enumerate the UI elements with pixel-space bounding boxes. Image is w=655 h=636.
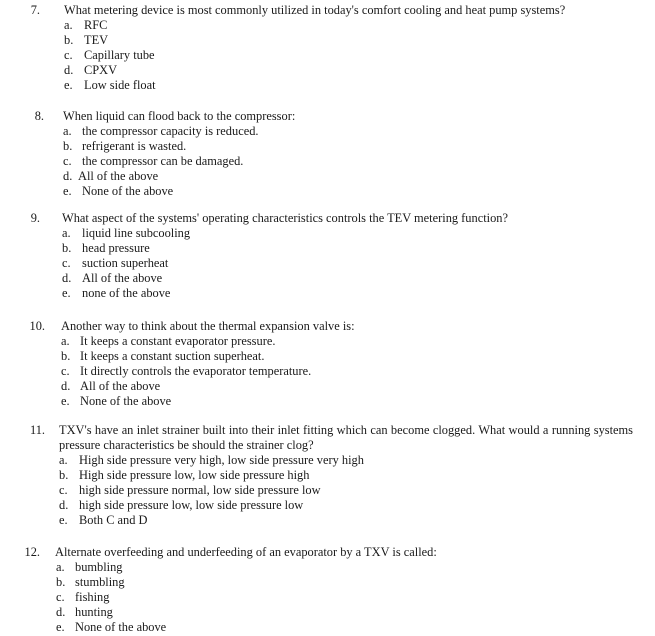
option-b [0, 241, 655, 256]
option-text: TEV [84, 33, 109, 47]
option-text: Low side float [84, 78, 156, 92]
option-text: CPXV [84, 63, 118, 77]
option-text: All of the above [82, 271, 163, 285]
option-letter: b. [62, 241, 72, 255]
option-b [0, 468, 655, 483]
option-b [0, 139, 655, 154]
option-letter: a. [64, 18, 73, 32]
option-text: It keeps a constant evaporator pressure. [80, 334, 276, 348]
option-letter: e. [61, 394, 70, 408]
option-text: It keeps a constant suction superheat. [80, 349, 265, 363]
option-a [0, 18, 655, 33]
option-a [0, 124, 655, 139]
option-text: stumbling [75, 575, 125, 589]
option-letter: b. [63, 139, 73, 153]
question-number: 11. [29, 423, 45, 437]
question-7 [0, 3, 655, 93]
option-d [0, 605, 655, 620]
option-letter: c. [56, 590, 65, 604]
answer-options [0, 453, 655, 528]
option-a [0, 226, 655, 241]
answer-options [0, 226, 655, 301]
answer-options [0, 560, 655, 635]
option-d [0, 63, 655, 78]
question-text: What metering device is most commonly utilized in today's comfort cooling and heat pump systems? [64, 3, 566, 17]
option-c [0, 364, 655, 379]
option-letter: a. [62, 226, 71, 240]
question-8 [0, 109, 655, 199]
option-text: none of the above [82, 286, 171, 300]
question-text: When liquid can flood back to the compressor: [63, 109, 296, 123]
option-letter: e. [62, 286, 71, 300]
option-letter: e. [56, 620, 65, 634]
option-a [0, 560, 655, 575]
option-b [0, 349, 655, 364]
question-number: 12. [24, 545, 40, 559]
option-d [0, 498, 655, 513]
option-text: refrigerant is wasted. [82, 139, 187, 153]
question-9 [0, 211, 655, 301]
option-e [0, 513, 655, 528]
option-c [0, 590, 655, 605]
question-number: 7. [30, 3, 40, 17]
option-text: bumbling [75, 560, 123, 574]
question-text: TXV's have an inlet strainer built into their inlet fitting which can become clogged. What would a running systems pressure characteristics be should the strainer clog? [59, 423, 633, 452]
option-letter: d. [62, 271, 72, 285]
option-c [0, 483, 655, 498]
answer-options [0, 334, 655, 409]
option-text: High side pressure very high, low side pressure very high [79, 453, 364, 467]
option-c [0, 48, 655, 63]
option-text: high side pressure normal, low side pressure low [79, 483, 321, 497]
option-e [0, 394, 655, 409]
option-letter: d. [59, 498, 69, 512]
question-number: 9. [30, 211, 40, 225]
option-e [0, 620, 655, 635]
option-letter: a. [59, 453, 68, 467]
option-d [0, 271, 655, 286]
option-letter: b. [61, 349, 71, 363]
option-letter: d. [61, 379, 71, 393]
option-letter: e. [64, 78, 73, 92]
option-letter: a. [63, 124, 72, 138]
option-text: liquid line subcooling [82, 226, 191, 240]
option-c [0, 154, 655, 169]
option-c [0, 256, 655, 271]
option-letter: c. [62, 256, 71, 270]
option-letter: c. [63, 154, 72, 168]
option-text: fishing [75, 590, 110, 604]
option-text: suction superheat [82, 256, 169, 270]
option-letter: a. [56, 560, 65, 574]
option-text: None of the above [82, 184, 174, 198]
option-a [0, 453, 655, 468]
option-text: It directly controls the evaporator temperature. [80, 364, 312, 378]
answer-options [0, 124, 655, 199]
option-letter: c. [61, 364, 70, 378]
question-text: What aspect of the systems' operating characteristics controls the TEV metering function? [62, 211, 508, 225]
question-number: 8. [34, 109, 44, 123]
option-letter: e. [59, 513, 68, 527]
question-10 [0, 319, 655, 409]
option-d [0, 169, 655, 184]
option-d [0, 379, 655, 394]
option-text: None of the above [75, 620, 167, 634]
option-letter: b. [56, 575, 66, 589]
question-11 [0, 423, 655, 528]
option-text: Capillary tube [84, 48, 155, 62]
question-text: Another way to think about the thermal expansion valve is: [61, 319, 355, 333]
option-letter: e. [63, 184, 72, 198]
option-letter: c. [59, 483, 68, 497]
option-e [0, 184, 655, 199]
question-12 [0, 545, 655, 635]
option-text: high side pressure low, low side pressure low [79, 498, 304, 512]
option-letter: a. [61, 334, 70, 348]
option-text: All of the above [78, 169, 159, 183]
option-text: None of the above [80, 394, 172, 408]
option-letter: d. [64, 63, 74, 77]
option-letter: b. [64, 33, 74, 47]
option-text: the compressor capacity is reduced. [82, 124, 259, 138]
option-letter: d. [56, 605, 66, 619]
option-text: Both C and D [79, 513, 148, 527]
option-text: All of the above [80, 379, 161, 393]
option-text: the compressor can be damaged. [82, 154, 244, 168]
question-number: 10. [29, 319, 45, 333]
option-b [0, 575, 655, 590]
option-a [0, 334, 655, 349]
question-text: Alternate overfeeding and underfeeding of an evaporator by a TXV is called: [55, 545, 437, 559]
option-text: RFC [84, 18, 108, 32]
option-letter: b. [59, 468, 69, 482]
answer-options [0, 18, 655, 93]
option-letter: d. [63, 169, 73, 183]
option-b [0, 33, 655, 48]
option-letter: c. [64, 48, 73, 62]
option-e [0, 78, 655, 93]
option-text: hunting [75, 605, 113, 619]
option-text: head pressure [82, 241, 150, 255]
option-e [0, 286, 655, 301]
option-text: High side pressure low, low side pressure high [79, 468, 310, 482]
